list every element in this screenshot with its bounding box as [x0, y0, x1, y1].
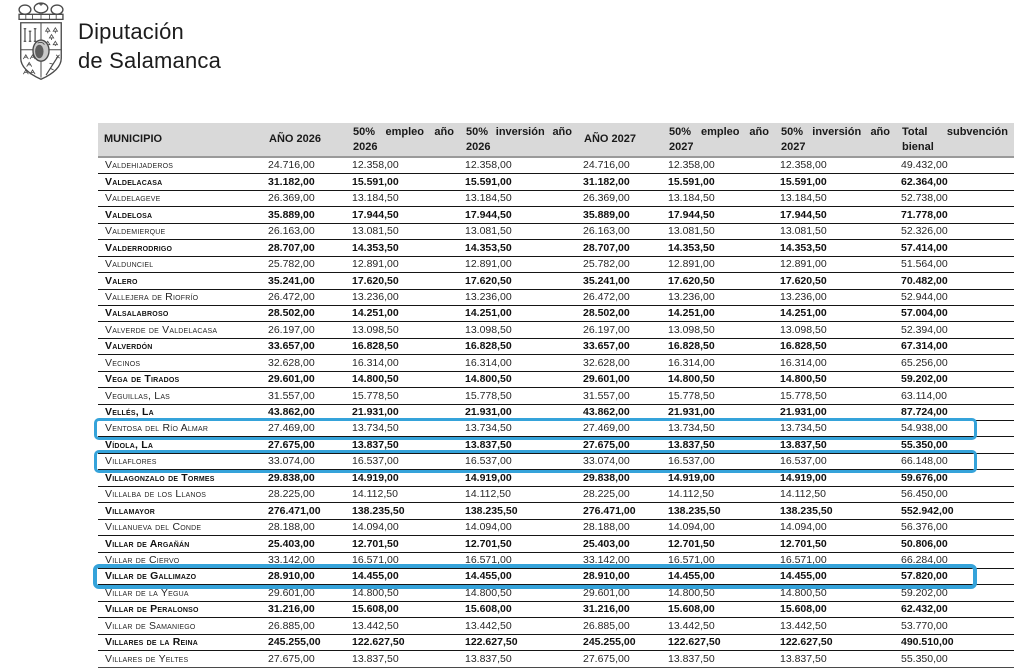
value-cell: 14.353,50	[668, 242, 715, 254]
value-cell: 16.571,00	[668, 554, 715, 566]
value-cell: 12.358,00	[465, 160, 512, 171]
value-cell: 122.627,50	[780, 637, 833, 648]
municipality-name: Veguillas, Las	[105, 390, 171, 402]
value-cell: 21.931,00	[352, 407, 399, 418]
value-cell: 33.657,00	[268, 341, 315, 352]
value-cell: 31.557,00	[268, 390, 315, 402]
value-cell: 14.800,50	[780, 374, 827, 385]
table-row	[98, 552, 1014, 568]
value-cell: 54.938,00	[901, 423, 948, 434]
value-cell: 16.537,00	[465, 456, 512, 467]
value-cell: 59.676,00	[901, 472, 948, 484]
value-cell: 56.376,00	[901, 522, 948, 533]
value-cell: 17.944,50	[352, 209, 399, 221]
value-cell: 13.236,00	[465, 291, 512, 303]
value-cell: 14.919,00	[780, 472, 827, 484]
value-cell: 33.074,00	[583, 456, 630, 467]
value-cell: 276.471,00	[268, 505, 321, 517]
value-cell: 28.502,00	[268, 308, 315, 319]
value-cell: 26.369,00	[583, 193, 630, 204]
value-cell: 31.216,00	[583, 604, 630, 615]
value-cell: 13.236,00	[780, 291, 827, 303]
value-cell: 50.806,00	[901, 538, 948, 550]
value-cell: 14.094,00	[780, 522, 827, 533]
value-cell: 13.184,50	[352, 193, 399, 204]
value-cell: 13.184,50	[780, 193, 827, 204]
value-cell: 15.591,00	[780, 176, 827, 188]
value-cell: 29.601,00	[583, 374, 630, 385]
table-row	[98, 371, 1014, 387]
municipality-name: Valero	[105, 275, 138, 287]
value-cell: 29.601,00	[268, 374, 315, 385]
table-row	[98, 387, 1014, 403]
value-cell: 59.202,00	[901, 587, 948, 599]
value-cell: 28.225,00	[583, 489, 630, 500]
value-cell: 17.620,50	[465, 275, 512, 287]
value-cell: 25.403,00	[583, 538, 630, 550]
value-cell: 16.828,50	[668, 341, 715, 352]
value-cell: 122.627,50	[352, 637, 405, 648]
value-cell: 32.628,00	[268, 357, 315, 369]
value-cell: 53.770,00	[901, 620, 948, 632]
municipality-name: Valsalabroso	[105, 308, 169, 319]
value-cell: 16.537,00	[352, 456, 399, 467]
value-cell: 27.675,00	[268, 439, 315, 451]
table-row	[98, 206, 1014, 222]
value-cell: 16.571,00	[352, 554, 399, 566]
value-cell: 13.098,50	[668, 324, 715, 336]
municipality-name: Valdelacasa	[105, 176, 163, 188]
value-cell: 16.828,50	[352, 341, 399, 352]
value-cell: 14.455,00	[780, 571, 827, 582]
value-cell: 66.284,00	[901, 554, 948, 566]
value-cell: 16.314,00	[668, 357, 715, 369]
value-cell: 28.707,00	[583, 242, 630, 254]
value-cell: 15.608,00	[352, 604, 399, 615]
value-cell: 14.251,00	[780, 308, 827, 319]
value-cell: 35.241,00	[583, 275, 630, 287]
value-cell: 17.620,50	[780, 275, 827, 287]
municipality-name: Valderrodrigo	[105, 242, 173, 254]
value-cell: 14.800,50	[465, 374, 512, 385]
coat-of-arms-icon	[14, 2, 68, 84]
value-cell: 14.112,50	[780, 489, 826, 500]
value-cell: 13.098,50	[352, 324, 399, 336]
value-cell: 13.734,50	[352, 423, 399, 434]
value-cell: 14.455,00	[668, 571, 715, 582]
value-cell: 14.800,50	[780, 587, 827, 599]
table-row	[98, 321, 1014, 337]
value-cell: 52.738,00	[901, 193, 948, 204]
header-empleo-2026: 50% empleo año 2026	[353, 126, 454, 153]
municipality-name: Vallejera de Riofrío	[105, 291, 199, 303]
value-cell: 29.601,00	[583, 587, 630, 599]
value-cell: 16.314,00	[352, 357, 399, 369]
value-cell: 26.369,00	[268, 193, 315, 204]
value-cell: 14.112,50	[668, 489, 714, 500]
value-cell: 12.891,00	[780, 259, 827, 270]
municipality-name: Villares de la Reina	[105, 637, 199, 648]
value-cell: 13.098,50	[780, 324, 827, 336]
value-cell: 552.942,00	[901, 505, 954, 517]
table-row	[98, 256, 1014, 272]
table-row	[98, 272, 1014, 288]
value-cell: 13.184,50	[465, 193, 512, 204]
value-cell: 16.828,50	[780, 341, 827, 352]
value-cell: 14.251,00	[352, 308, 399, 319]
value-cell: 31.557,00	[583, 390, 630, 402]
value-cell: 17.944,50	[465, 209, 512, 221]
table-row	[98, 239, 1014, 255]
value-cell: 13.837,50	[352, 439, 399, 451]
table-row	[98, 584, 1014, 600]
value-cell: 33.142,00	[583, 554, 630, 566]
value-cell: 31.182,00	[583, 176, 630, 188]
value-cell: 13.442,50	[465, 620, 512, 632]
value-cell: 15.608,00	[668, 604, 715, 615]
table-row	[98, 305, 1014, 321]
value-cell: 15.778,50	[668, 390, 715, 402]
value-cell: 17.620,50	[352, 275, 399, 287]
value-cell: 14.919,00	[352, 472, 399, 484]
value-cell: 13.081,50	[352, 226, 399, 237]
value-cell: 59.202,00	[901, 374, 948, 385]
diputacion-logo	[14, 2, 221, 84]
value-cell: 12.701,50	[780, 538, 827, 550]
value-cell: 52.944,00	[901, 291, 948, 303]
value-cell: 31.216,00	[268, 604, 315, 615]
value-cell: 28.225,00	[268, 489, 315, 500]
value-cell: 13.837,50	[780, 653, 827, 665]
table-row	[98, 469, 1014, 485]
value-cell: 21.931,00	[465, 407, 512, 418]
value-cell: 62.432,00	[901, 604, 948, 615]
value-cell: 13.837,50	[352, 653, 399, 665]
value-cell: 14.455,00	[465, 571, 512, 582]
value-cell: 16.537,00	[780, 456, 827, 467]
value-cell: 21.931,00	[780, 407, 827, 418]
value-cell: 14.251,00	[668, 308, 715, 319]
municipality-name: Villar de la Yegua	[105, 587, 189, 599]
value-cell: 55.350,00	[901, 653, 948, 665]
value-cell: 51.564,00	[901, 259, 948, 270]
value-cell: 56.450,00	[901, 489, 948, 500]
value-cell: 15.591,00	[668, 176, 715, 188]
table-row	[98, 535, 1014, 551]
value-cell: 14.455,00	[352, 571, 399, 582]
value-cell: 49.432,00	[901, 160, 948, 171]
table-row	[98, 420, 1014, 436]
value-cell: 13.734,50	[668, 423, 715, 434]
value-cell: 14.112,50	[352, 489, 398, 500]
value-cell: 14.919,00	[465, 472, 512, 484]
value-cell: 13.081,50	[668, 226, 715, 237]
value-cell: 26.885,00	[268, 620, 315, 632]
value-cell: 14.353,50	[780, 242, 827, 254]
value-cell: 14.353,50	[465, 242, 512, 254]
value-cell: 13.734,50	[780, 423, 827, 434]
value-cell: 15.608,00	[780, 604, 827, 615]
value-cell: 57.004,00	[901, 308, 948, 319]
header-inversion-2026: 50% inversión año 2026	[466, 126, 572, 153]
municipality-name: Valdelosa	[105, 209, 153, 221]
value-cell: 12.891,00	[668, 259, 715, 270]
value-cell: 13.236,00	[352, 291, 399, 303]
value-cell: 14.800,50	[352, 374, 399, 385]
value-cell: 490.510,00	[901, 637, 954, 648]
value-cell: 35.889,00	[583, 209, 630, 221]
value-cell: 16.571,00	[780, 554, 827, 566]
value-cell: 276.471,00	[583, 505, 636, 517]
value-cell: 57.414,00	[901, 242, 948, 254]
value-cell: 52.394,00	[901, 324, 948, 336]
value-cell: 87.724,00	[901, 407, 948, 418]
value-cell: 43.862,00	[583, 407, 630, 418]
header-municipio: MUNICIPIO	[104, 133, 163, 146]
municipality-name: Vellés, La	[105, 407, 154, 418]
value-cell: 13.442,50	[780, 620, 827, 632]
value-cell: 14.800,50	[668, 587, 715, 599]
value-cell: 12.358,00	[352, 160, 399, 171]
value-cell: 13.734,50	[465, 423, 512, 434]
value-cell: 29.838,00	[583, 472, 630, 484]
value-cell: 15.591,00	[465, 176, 512, 188]
municipality-name: Villar de Peralonso	[105, 604, 199, 615]
value-cell: 16.314,00	[780, 357, 827, 369]
value-cell: 13.098,50	[465, 324, 512, 336]
table-row	[98, 486, 1014, 502]
table-row	[98, 453, 1014, 469]
value-cell: 57.820,00	[901, 571, 948, 582]
table-row	[98, 601, 1014, 617]
value-cell: 26.472,00	[268, 291, 315, 303]
value-cell: 71.778,00	[901, 209, 948, 221]
value-cell: 13.837,50	[668, 439, 715, 451]
municipality-name: Villar de Samaniego	[105, 620, 196, 632]
table-row	[98, 223, 1014, 239]
municipality-name: Valdehijaderos	[105, 160, 174, 171]
value-cell: 245.255,00	[583, 637, 636, 648]
header-total-bienal: Total subvención bienal	[902, 126, 1008, 153]
table-row	[98, 173, 1014, 189]
table-row	[98, 338, 1014, 354]
logo-title: Diputación	[78, 19, 184, 44]
value-cell: 55.350,00	[901, 439, 948, 451]
value-cell: 13.442,50	[668, 620, 715, 632]
value-cell: 17.944,50	[780, 209, 827, 221]
value-cell: 65.256,00	[901, 357, 948, 369]
municipality-name: Villar de Argañán	[105, 538, 190, 550]
value-cell: 35.889,00	[268, 209, 315, 221]
value-cell: 14.800,50	[352, 587, 399, 599]
municipality-name: Vecinos	[105, 357, 141, 369]
value-cell: 35.241,00	[268, 275, 315, 287]
value-cell: 26.163,00	[268, 226, 315, 237]
value-cell: 14.112,50	[465, 489, 511, 500]
value-cell: 62.364,00	[901, 176, 948, 188]
value-cell: 12.701,50	[352, 538, 399, 550]
header-empleo-2027: 50% empleo año 2027	[669, 126, 769, 153]
value-cell: 17.620,50	[668, 275, 715, 287]
value-cell: 29.838,00	[268, 472, 315, 484]
value-cell: 26.472,00	[583, 291, 630, 303]
value-cell: 70.482,00	[901, 275, 948, 287]
value-cell: 26.197,00	[268, 324, 315, 336]
table-row	[98, 617, 1014, 633]
municipality-name: Villanueva del Conde	[105, 522, 202, 533]
municipality-name: Ventosa del Río Almar	[105, 423, 209, 434]
value-cell: 63.114,00	[901, 390, 947, 402]
table-row	[98, 519, 1014, 535]
value-cell: 28.188,00	[268, 522, 315, 533]
value-cell: 138.235,50	[352, 505, 405, 517]
table-row	[98, 436, 1014, 452]
table-row	[98, 190, 1014, 206]
value-cell: 14.094,00	[465, 522, 512, 533]
value-cell: 33.657,00	[583, 341, 630, 352]
municipality-name: Villar de Gallimazo	[105, 571, 197, 582]
value-cell: 26.197,00	[583, 324, 630, 336]
value-cell: 27.469,00	[583, 423, 630, 434]
municipality-name: Villar de Ciervo	[105, 554, 180, 566]
table-row	[98, 502, 1014, 518]
header-ano-2027: AÑO 2027	[584, 133, 636, 146]
value-cell: 15.778,50	[465, 390, 512, 402]
value-cell: 28.707,00	[268, 242, 315, 254]
value-cell: 13.081,50	[465, 226, 512, 237]
value-cell: 16.571,00	[465, 554, 512, 566]
table-row	[98, 157, 1014, 173]
logo-text	[78, 2, 221, 75]
table-row	[98, 634, 1014, 650]
municipality-name: Villalba de los Llanos	[105, 489, 207, 500]
value-cell: 122.627,50	[668, 637, 721, 648]
value-cell: 27.675,00	[268, 653, 315, 665]
value-cell: 33.142,00	[268, 554, 315, 566]
table-body	[98, 157, 1014, 668]
value-cell: 28.910,00	[583, 571, 630, 582]
value-cell: 52.326,00	[901, 226, 948, 237]
municipality-name: Vídola, La	[105, 439, 154, 451]
value-cell: 15.778,50	[780, 390, 827, 402]
municipality-name: Valdelageve	[105, 193, 161, 204]
value-cell: 21.931,00	[668, 407, 715, 418]
value-cell: 13.081,50	[780, 226, 827, 237]
value-cell: 26.163,00	[583, 226, 630, 237]
value-cell: 12.891,00	[465, 259, 512, 270]
table-row	[98, 354, 1014, 370]
value-cell: 32.628,00	[583, 357, 630, 369]
value-cell: 13.837,50	[668, 653, 715, 665]
table-row	[98, 404, 1014, 420]
municipality-name: Vega de Tirados	[105, 374, 180, 385]
value-cell: 138.235,50	[780, 505, 833, 517]
value-cell: 138.235,50	[465, 505, 518, 517]
value-cell: 245.255,00	[268, 637, 321, 648]
value-cell: 24.716,00	[583, 160, 630, 171]
value-cell: 14.094,00	[352, 522, 399, 533]
value-cell: 12.701,50	[465, 538, 512, 550]
value-cell: 13.442,50	[352, 620, 399, 632]
municipality-name: Valverde de Valdelacasa	[105, 324, 218, 336]
value-cell: 17.944,50	[668, 209, 715, 221]
value-cell: 43.862,00	[268, 407, 315, 418]
value-cell: 15.608,00	[465, 604, 512, 615]
table-row	[98, 650, 1014, 666]
municipality-name: Villagonzalo de Tormes	[105, 472, 215, 484]
value-cell: 138.235,50	[668, 505, 721, 517]
value-cell: 28.502,00	[583, 308, 630, 319]
value-cell: 27.469,00	[268, 423, 315, 434]
municipality-name: Villamayor	[105, 505, 155, 517]
municipality-name: Valdunciel	[105, 259, 154, 270]
value-cell: 24.716,00	[268, 160, 315, 171]
value-cell: 12.358,00	[668, 160, 715, 171]
value-cell: 67.314,00	[901, 341, 948, 352]
municipality-name: Villaflores	[105, 456, 157, 467]
header-ano-2026: AÑO 2026	[269, 133, 321, 146]
value-cell: 14.800,50	[668, 374, 715, 385]
value-cell: 13.837,50	[465, 653, 512, 665]
value-cell: 25.782,00	[583, 259, 630, 270]
value-cell: 14.251,00	[465, 308, 512, 319]
value-cell: 122.627,50	[465, 637, 518, 648]
municipality-name: Villares de Yeltes	[105, 653, 189, 665]
value-cell: 14.800,50	[465, 587, 512, 599]
value-cell: 28.910,00	[268, 571, 315, 582]
value-cell: 66.148,00	[901, 456, 948, 467]
value-cell: 12.358,00	[780, 160, 827, 171]
value-cell: 29.601,00	[268, 587, 315, 599]
value-cell: 12.701,50	[668, 538, 715, 550]
value-cell: 16.828,50	[465, 341, 512, 352]
logo-subtitle: de Salamanca	[78, 48, 222, 73]
municipality-name: Valverdón	[105, 341, 153, 352]
value-cell: 13.236,00	[668, 291, 715, 303]
value-cell: 25.782,00	[268, 259, 315, 270]
value-cell: 14.353,50	[352, 242, 399, 254]
subvention-table	[98, 123, 1014, 668]
table-row	[98, 289, 1014, 305]
value-cell: 28.188,00	[583, 522, 630, 533]
value-cell: 14.919,00	[668, 472, 715, 484]
value-cell: 13.184,50	[668, 193, 715, 204]
value-cell: 13.837,50	[780, 439, 827, 451]
value-cell: 13.837,50	[465, 439, 512, 451]
value-cell: 26.885,00	[583, 620, 630, 632]
value-cell: 15.591,00	[352, 176, 399, 188]
value-cell: 15.778,50	[352, 390, 399, 402]
value-cell: 31.182,00	[268, 176, 315, 188]
value-cell: 27.675,00	[583, 439, 630, 451]
header-inversion-2027: 50% inversión año 2027	[781, 126, 890, 153]
value-cell: 25.403,00	[268, 538, 315, 550]
value-cell: 12.891,00	[352, 259, 399, 270]
value-cell: 33.074,00	[268, 456, 315, 467]
value-cell: 27.675,00	[583, 653, 630, 665]
value-cell: 14.094,00	[668, 522, 715, 533]
municipality-name: Valdemierque	[105, 226, 166, 237]
table-header-row	[98, 123, 1014, 157]
value-cell: 16.537,00	[668, 456, 715, 467]
table-row	[98, 568, 1014, 584]
value-cell: 16.314,00	[465, 357, 512, 369]
